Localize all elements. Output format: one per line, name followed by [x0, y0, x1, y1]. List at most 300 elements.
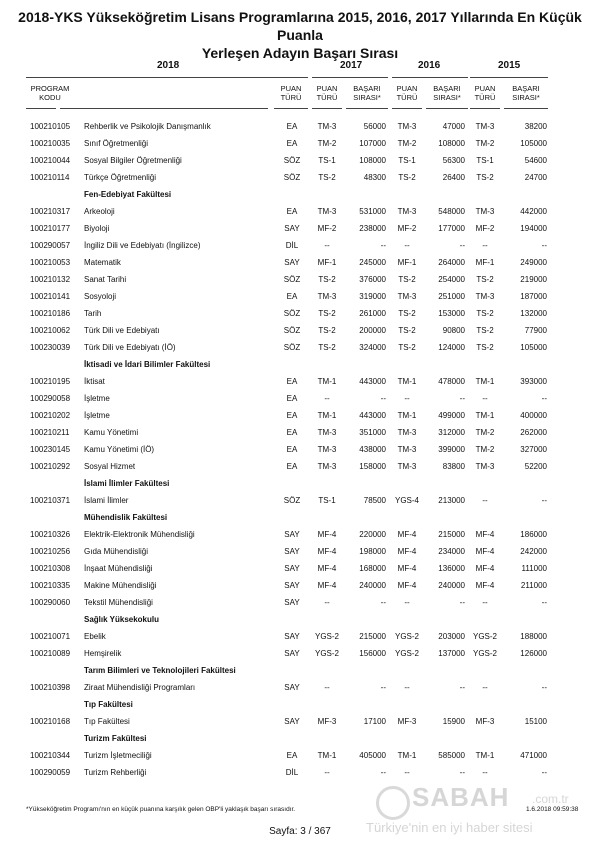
puan-turu-2015: --	[482, 598, 488, 607]
puan-turu-2018: SÖZ	[283, 156, 301, 165]
puan-turu-2016: TS-2	[398, 343, 416, 352]
table-row	[0, 594, 600, 611]
puan-turu-2016: TS-1	[398, 156, 416, 165]
year-header-2017: 2017	[340, 60, 363, 71]
program-table	[0, 118, 600, 781]
puan-turu-2015: TS-2	[476, 275, 494, 284]
basari-sirasi-2015: 38200	[524, 122, 547, 131]
basari-sirasi-2017: --	[380, 768, 386, 777]
program-code: 100210114	[30, 173, 70, 182]
header-rule-2018	[26, 77, 308, 78]
puan-turu-2015: TM-3	[475, 207, 495, 216]
program-name: Matematik	[84, 258, 121, 267]
basari-sirasi-2015: 186000	[520, 530, 547, 539]
basari-sirasi-2015: 111000	[521, 564, 547, 573]
print-timestamp: 1.6.2018 09:59:38	[526, 806, 579, 813]
puan-turu-2017: MF-4	[317, 564, 337, 573]
program-code: 100210071	[30, 632, 71, 641]
program-name: Turizm İşletmeciliği	[84, 751, 152, 760]
puan-turu-2016: --	[404, 768, 410, 777]
puan-turu-2017: MF-4	[317, 581, 337, 590]
program-code: 100210202	[30, 411, 71, 420]
basari-sirasi-2017: 319000	[359, 292, 386, 301]
basari-sirasi-2016: 124000	[438, 343, 465, 352]
basari-sirasi-2015: 52200	[524, 462, 547, 471]
basari-sirasi-2015: --	[541, 768, 547, 777]
program-name: Kamu Yönetimi (İÖ)	[84, 445, 155, 454]
puan-turu-2015: MF-1	[475, 258, 495, 267]
basari-sirasi-2015: 77900	[524, 326, 547, 335]
puan-turu-2016: TS-2	[398, 309, 416, 318]
puan-turu-2016: TS-2	[398, 326, 416, 335]
year-header-2018: 2018	[157, 60, 180, 71]
puan-turu-2017: TS-1	[318, 496, 336, 505]
puan-turu-2018: SAY	[284, 258, 300, 267]
basari-sirasi-2015: 24700	[524, 173, 547, 182]
basari-sirasi-2015: --	[541, 598, 547, 607]
puan-turu-2017: MF-1	[317, 258, 337, 267]
faculty-header	[0, 662, 600, 679]
footnote: *Yükseköğretim Programı'nın en küçük puanına karşılık gelen OBP'li yaklaşık başarı sırasıdır.	[26, 806, 296, 813]
basari-sirasi-2017: 200000	[359, 326, 386, 335]
puan-turu-2016: --	[404, 683, 410, 692]
puan-turu-2015: TM-1	[475, 751, 495, 760]
puan-turu-2017: MF-3	[317, 717, 337, 726]
basari-sirasi-2016: 254000	[438, 275, 465, 284]
puan-turu-2018: EA	[286, 428, 298, 437]
basari-sirasi-2017: 56000	[363, 122, 386, 131]
program-name: Kamu Yönetimi	[84, 428, 139, 437]
program-code: 100210211	[30, 428, 70, 437]
program-name: İşletme	[84, 394, 110, 403]
puan-turu-2018: EA	[286, 377, 298, 386]
program-name: Ebelik	[84, 632, 106, 641]
table-row	[0, 560, 600, 577]
basari-sirasi-2017: 156000	[359, 649, 386, 658]
program-code: 100210344	[30, 751, 71, 760]
basari-sirasi-2017: 245000	[359, 258, 386, 267]
puan-turu-2018: DİL	[285, 768, 299, 777]
puan-turu-2017: TS-1	[318, 156, 336, 165]
basari-sirasi-2017: 261000	[359, 309, 386, 318]
puan-turu-2017: TM-1	[317, 377, 337, 386]
basari-sirasi-2015: 126000	[520, 649, 547, 658]
program-code: 100210371	[30, 496, 71, 505]
puan-turu-2018: SAY	[284, 683, 300, 692]
basari-sirasi-2017: --	[380, 241, 386, 250]
program-name: Gıda Mühendisliği	[84, 547, 149, 556]
program-name: Biyoloji	[84, 224, 110, 233]
puan-turu-2016: TM-3	[397, 445, 417, 454]
puan-turu-2018: SAY	[284, 632, 300, 641]
basari-sirasi-2016: 90800	[442, 326, 465, 335]
puan-turu-2016: YGS-4	[394, 496, 419, 505]
table-row	[0, 322, 600, 339]
puan-turu-2015: --	[482, 683, 488, 692]
table-row	[0, 373, 600, 390]
puan-turu-2016: MF-2	[397, 224, 417, 233]
sabah-logo-icon	[376, 786, 410, 820]
basari-sirasi-2017: 531000	[359, 207, 386, 216]
faculty-header	[0, 356, 600, 373]
basari-sirasi-2015: 211000	[520, 581, 547, 590]
basari-sirasi-2016: 203000	[438, 632, 465, 641]
col-header-program-kodu: PROGRAM KODU	[30, 84, 70, 102]
basari-sirasi-2017: 324000	[359, 343, 386, 352]
puan-turu-2018: SÖZ	[283, 173, 301, 182]
program-name: Tarih	[84, 309, 102, 318]
table-row	[0, 203, 600, 220]
puan-turu-2017: MF-2	[317, 224, 337, 233]
faculty-name: Tarım Bilimleri ve Teknolojileri Fakültesi	[84, 666, 236, 675]
basari-sirasi-2017: 220000	[359, 530, 386, 539]
puan-turu-2016: MF-3	[397, 717, 417, 726]
puan-turu-2017: TM-1	[317, 411, 337, 420]
program-name: Türk Dili ve Edebiyatı (İÖ)	[84, 343, 176, 352]
basari-sirasi-2016: 585000	[438, 751, 465, 760]
basari-sirasi-2015: 219000	[520, 275, 547, 284]
watermark-brand: SABAH	[412, 782, 510, 812]
puan-turu-2015: MF-4	[475, 530, 495, 539]
table-row	[0, 543, 600, 560]
title-line-2: Yerleşen Adayın Başarı Sırası	[201, 45, 399, 61]
puan-turu-2016: MF-4	[397, 581, 417, 590]
puan-turu-2017: TS-2	[318, 173, 336, 182]
basari-sirasi-2015: --	[541, 683, 547, 692]
basari-sirasi-2015: 249000	[520, 258, 547, 267]
program-code: 100230145	[30, 445, 71, 454]
header-rule-2015	[470, 77, 548, 78]
puan-turu-2018: EA	[286, 462, 298, 471]
header-rule-2017	[312, 77, 388, 78]
program-code: 100210053	[30, 258, 71, 267]
basari-sirasi-2016: 478000	[438, 377, 465, 386]
basari-sirasi-2016: 215000	[438, 530, 465, 539]
puan-turu-2015: TM-2	[475, 428, 495, 437]
puan-turu-2015: --	[482, 394, 488, 403]
basari-sirasi-2016: 56300	[442, 156, 465, 165]
program-name: Sınıf Öğretmenliği	[84, 139, 149, 148]
subheader-rule-t18	[274, 108, 308, 109]
puan-turu-2015: TS-2	[476, 326, 494, 335]
puan-turu-2017: TS-2	[318, 309, 336, 318]
program-name: Hemşirelik	[84, 649, 122, 658]
puan-turu-2018: SÖZ	[283, 309, 301, 318]
faculty-header	[0, 186, 600, 203]
subheader-rule-t16	[392, 108, 422, 109]
table-row	[0, 628, 600, 645]
puan-turu-2015: TM-2	[475, 445, 495, 454]
puan-turu-2015: TM-3	[475, 122, 495, 131]
page-number: Sayfa: 3 / 367	[269, 826, 331, 837]
puan-turu-2018: EA	[286, 394, 298, 403]
puan-turu-2015: --	[482, 768, 488, 777]
puan-turu-2015: TS-1	[476, 156, 494, 165]
table-row	[0, 713, 600, 730]
program-name: İslami İlimler	[84, 496, 129, 505]
program-name: Ziraat Mühendisliği Programları	[84, 683, 196, 692]
basari-sirasi-2016: 15900	[442, 717, 465, 726]
basari-sirasi-2015: 471000	[520, 751, 547, 760]
puan-turu-2015: MF-4	[475, 547, 495, 556]
basari-sirasi-2017: 168000	[359, 564, 386, 573]
basari-sirasi-2017: 108000	[359, 156, 386, 165]
page-title	[0, 8, 600, 62]
puan-turu-2016: TS-2	[398, 275, 416, 284]
col-header-puan-turu-2018: PUAN TÜRÜ	[280, 84, 302, 102]
puan-turu-2015: MF-2	[475, 224, 495, 233]
table-row	[0, 390, 600, 407]
puan-turu-2018: SÖZ	[283, 496, 301, 505]
program-code: 100210177	[30, 224, 71, 233]
basari-sirasi-2015: 132000	[520, 309, 547, 318]
basari-sirasi-2017: 443000	[359, 411, 386, 420]
program-code: 100210326	[30, 530, 71, 539]
puan-turu-2017: TS-2	[318, 275, 336, 284]
basari-sirasi-2016: 234000	[438, 547, 465, 556]
program-name: Rehberlik ve Psikolojik Danışmanlık	[84, 122, 211, 131]
basari-sirasi-2016: 548000	[438, 207, 465, 216]
basari-sirasi-2016: 499000	[438, 411, 465, 420]
basari-sirasi-2016: --	[459, 598, 465, 607]
puan-turu-2016: MF-4	[397, 564, 417, 573]
puan-turu-2018: EA	[286, 122, 298, 131]
basari-sirasi-2017: 48300	[363, 173, 386, 182]
basari-sirasi-2015: 194000	[520, 224, 547, 233]
program-name: İşletme	[84, 411, 110, 420]
title-line-1: 2018-YKS Yükseköğretim Lisans Programlarına 2015, 2016, 2017 Yıllarında En Küçük Puanla	[18, 9, 582, 43]
col-header-basari-2017: BAŞARI SIRASI*	[353, 84, 381, 102]
basari-sirasi-2015: 327000	[520, 445, 547, 454]
basari-sirasi-2016: 137000	[438, 649, 465, 658]
program-name: Elektrik-Elektronik Mühendisliği	[84, 530, 195, 539]
table-row	[0, 577, 600, 594]
puan-turu-2017: --	[324, 394, 330, 403]
puan-turu-2018: EA	[286, 207, 298, 216]
basari-sirasi-2017: 107000	[359, 139, 386, 148]
basari-sirasi-2016: 47000	[442, 122, 465, 131]
program-code: 100290059	[30, 768, 71, 777]
puan-turu-2015: --	[482, 241, 488, 250]
puan-turu-2017: TM-1	[317, 751, 337, 760]
program-name: Sanat Tarihi	[84, 275, 127, 284]
puan-turu-2016: TM-3	[397, 292, 417, 301]
puan-turu-2016: MF-4	[397, 530, 417, 539]
subheader-rule-t17	[312, 108, 342, 109]
basari-sirasi-2017: 158000	[359, 462, 386, 471]
basari-sirasi-2015: 242000	[520, 547, 547, 556]
faculty-name: Mühendislik Fakültesi	[84, 513, 168, 522]
puan-turu-2015: TM-3	[475, 292, 495, 301]
table-row	[0, 118, 600, 135]
puan-turu-2017: --	[324, 241, 330, 250]
table-row	[0, 645, 600, 662]
basari-sirasi-2016: 177000	[438, 224, 465, 233]
puan-turu-2015: MF-4	[475, 564, 495, 573]
program-code: 100210398	[30, 683, 71, 692]
puan-turu-2018: SAY	[284, 598, 300, 607]
faculty-name: Turizm Fakültesi	[84, 734, 147, 743]
puan-turu-2017: --	[324, 683, 330, 692]
puan-turu-2018: EA	[286, 411, 298, 420]
basari-sirasi-2017: 17100	[363, 717, 386, 726]
program-name: Sosyoloji	[84, 292, 117, 301]
puan-turu-2018: DİL	[285, 241, 299, 250]
puan-turu-2017: TM-3	[317, 292, 337, 301]
program-code: 100290058	[30, 394, 71, 403]
puan-turu-2018: SAY	[284, 530, 300, 539]
basari-sirasi-2016: 264000	[438, 258, 465, 267]
basari-sirasi-2016: 136000	[438, 564, 465, 573]
program-name: İngiliz Dili ve Edebiyatı (İngilizce)	[84, 241, 201, 250]
program-name: Tıp Fakültesi	[84, 717, 130, 726]
program-code: 100290057	[30, 241, 71, 250]
basari-sirasi-2017: --	[380, 683, 386, 692]
basari-sirasi-2016: 399000	[438, 445, 465, 454]
basari-sirasi-2017: 351000	[359, 428, 386, 437]
basari-sirasi-2016: 312000	[438, 428, 465, 437]
puan-turu-2015: --	[482, 496, 488, 505]
basari-sirasi-2015: 54600	[524, 156, 547, 165]
col-header-puan-turu-2015: PUAN TÜRÜ	[474, 84, 496, 102]
puan-turu-2016: TM-3	[397, 207, 417, 216]
program-code: 100210035	[30, 139, 71, 148]
puan-turu-2016: TM-3	[397, 428, 417, 437]
program-name: Makine Mühendisliği	[84, 581, 157, 590]
basari-sirasi-2017: 198000	[359, 547, 386, 556]
table-row	[0, 441, 600, 458]
basari-sirasi-2017: 238000	[359, 224, 386, 233]
puan-turu-2016: MF-4	[397, 547, 417, 556]
table-row	[0, 254, 600, 271]
program-code: 100230039	[30, 343, 71, 352]
program-name: Sosyal Hizmet	[84, 462, 136, 471]
basari-sirasi-2015: 442000	[520, 207, 547, 216]
table-row	[0, 764, 600, 781]
year-header-2015: 2015	[498, 60, 521, 71]
basari-sirasi-2015: 400000	[520, 411, 547, 420]
basari-sirasi-2017: --	[380, 598, 386, 607]
faculty-header	[0, 509, 600, 526]
basari-sirasi-2017: 443000	[359, 377, 386, 386]
watermark-slogan: Türkiye'nin en iyi haber sitesi	[366, 820, 533, 835]
subheader-rule-s17	[346, 108, 388, 109]
basari-sirasi-2017: 240000	[359, 581, 386, 590]
table-row	[0, 747, 600, 764]
program-code: 100210062	[30, 326, 71, 335]
col-header-puan-turu-2016: PUAN TÜRÜ	[396, 84, 418, 102]
program-code: 100210292	[30, 462, 71, 471]
basari-sirasi-2017: 438000	[359, 445, 386, 454]
puan-turu-2017: TS-2	[318, 343, 336, 352]
puan-turu-2018: SAY	[284, 717, 300, 726]
puan-turu-2015: TM-1	[475, 377, 495, 386]
puan-turu-2017: YGS-2	[314, 649, 339, 658]
basari-sirasi-2015: --	[541, 241, 547, 250]
puan-turu-2017: MF-4	[317, 530, 337, 539]
basari-sirasi-2016: 108000	[438, 139, 465, 148]
subheader-rule-name	[60, 108, 268, 109]
subheader-rule-code	[26, 108, 56, 109]
program-code: 100210186	[30, 309, 71, 318]
puan-turu-2015: MF-4	[475, 581, 495, 590]
program-code: 100210335	[30, 581, 71, 590]
program-code: 100210141	[30, 292, 71, 301]
subheader-rule-s15	[504, 108, 548, 109]
basari-sirasi-2017: --	[380, 394, 386, 403]
subheader-rule-s16	[426, 108, 468, 109]
program-name: Türkçe Öğretmenliği	[84, 173, 157, 182]
basari-sirasi-2015: --	[541, 496, 547, 505]
puan-turu-2018: EA	[286, 751, 298, 760]
puan-turu-2017: TM-2	[317, 139, 337, 148]
faculty-name: Tıp Fakültesi	[84, 700, 133, 709]
table-row	[0, 679, 600, 696]
header-rule-2016	[392, 77, 468, 78]
puan-turu-2015: TM-3	[475, 462, 495, 471]
puan-turu-2017: TM-3	[317, 445, 337, 454]
faculty-name: Fen-Edebiyat Fakültesi	[84, 190, 172, 199]
puan-turu-2016: --	[404, 394, 410, 403]
basari-sirasi-2017: 78500	[363, 496, 386, 505]
program-name: İktisat	[84, 377, 105, 386]
puan-turu-2016: YGS-2	[394, 632, 419, 641]
basari-sirasi-2015: 262000	[520, 428, 547, 437]
basari-sirasi-2016: 251000	[438, 292, 465, 301]
program-code: 100210089	[30, 649, 71, 658]
basari-sirasi-2016: --	[459, 683, 465, 692]
basari-sirasi-2015: 187000	[520, 292, 547, 301]
table-row	[0, 492, 600, 509]
table-row	[0, 526, 600, 543]
puan-turu-2015: TM-1	[475, 411, 495, 420]
puan-turu-2016: TM-3	[397, 122, 417, 131]
basari-sirasi-2015: 105000	[520, 343, 547, 352]
puan-turu-2015: TM-2	[475, 139, 495, 148]
program-name: Arkeoloji	[84, 207, 115, 216]
puan-turu-2015: MF-3	[475, 717, 495, 726]
basari-sirasi-2016: 213000	[438, 496, 465, 505]
puan-turu-2015: TS-2	[476, 309, 494, 318]
program-code: 100210317	[30, 207, 71, 216]
col-header-basari-2016: BAŞARI SIRASI*	[433, 84, 461, 102]
program-name: Sosyal Bilgiler Öğretmenliği	[84, 156, 182, 165]
puan-turu-2017: --	[324, 598, 330, 607]
basari-sirasi-2015: 15100	[524, 717, 547, 726]
puan-turu-2016: TM-3	[397, 462, 417, 471]
program-name: Türk Dili ve Edebiyatı	[84, 326, 160, 335]
basari-sirasi-2017: 215000	[359, 632, 386, 641]
puan-turu-2016: TM-1	[397, 377, 417, 386]
puan-turu-2018: SAY	[284, 547, 300, 556]
puan-turu-2017: YGS-2	[314, 632, 339, 641]
puan-turu-2016: --	[404, 598, 410, 607]
puan-turu-2018: SAY	[284, 581, 300, 590]
program-code: 100210168	[30, 717, 71, 726]
program-code: 100210044	[30, 156, 71, 165]
col-header-basari-2015: BAŞARI SIRASI*	[512, 84, 540, 102]
basari-sirasi-2016: 83800	[442, 462, 465, 471]
puan-turu-2015: YGS-2	[472, 649, 497, 658]
table-row	[0, 305, 600, 322]
puan-turu-2017: MF-4	[317, 547, 337, 556]
puan-turu-2016: YGS-2	[394, 649, 419, 658]
basari-sirasi-2015: 393000	[520, 377, 547, 386]
puan-turu-2018: SÖZ	[283, 326, 301, 335]
puan-turu-2017: TM-3	[317, 462, 337, 471]
puan-turu-2018: EA	[286, 445, 298, 454]
program-name: Tekstil Mühendisliği	[84, 598, 153, 607]
